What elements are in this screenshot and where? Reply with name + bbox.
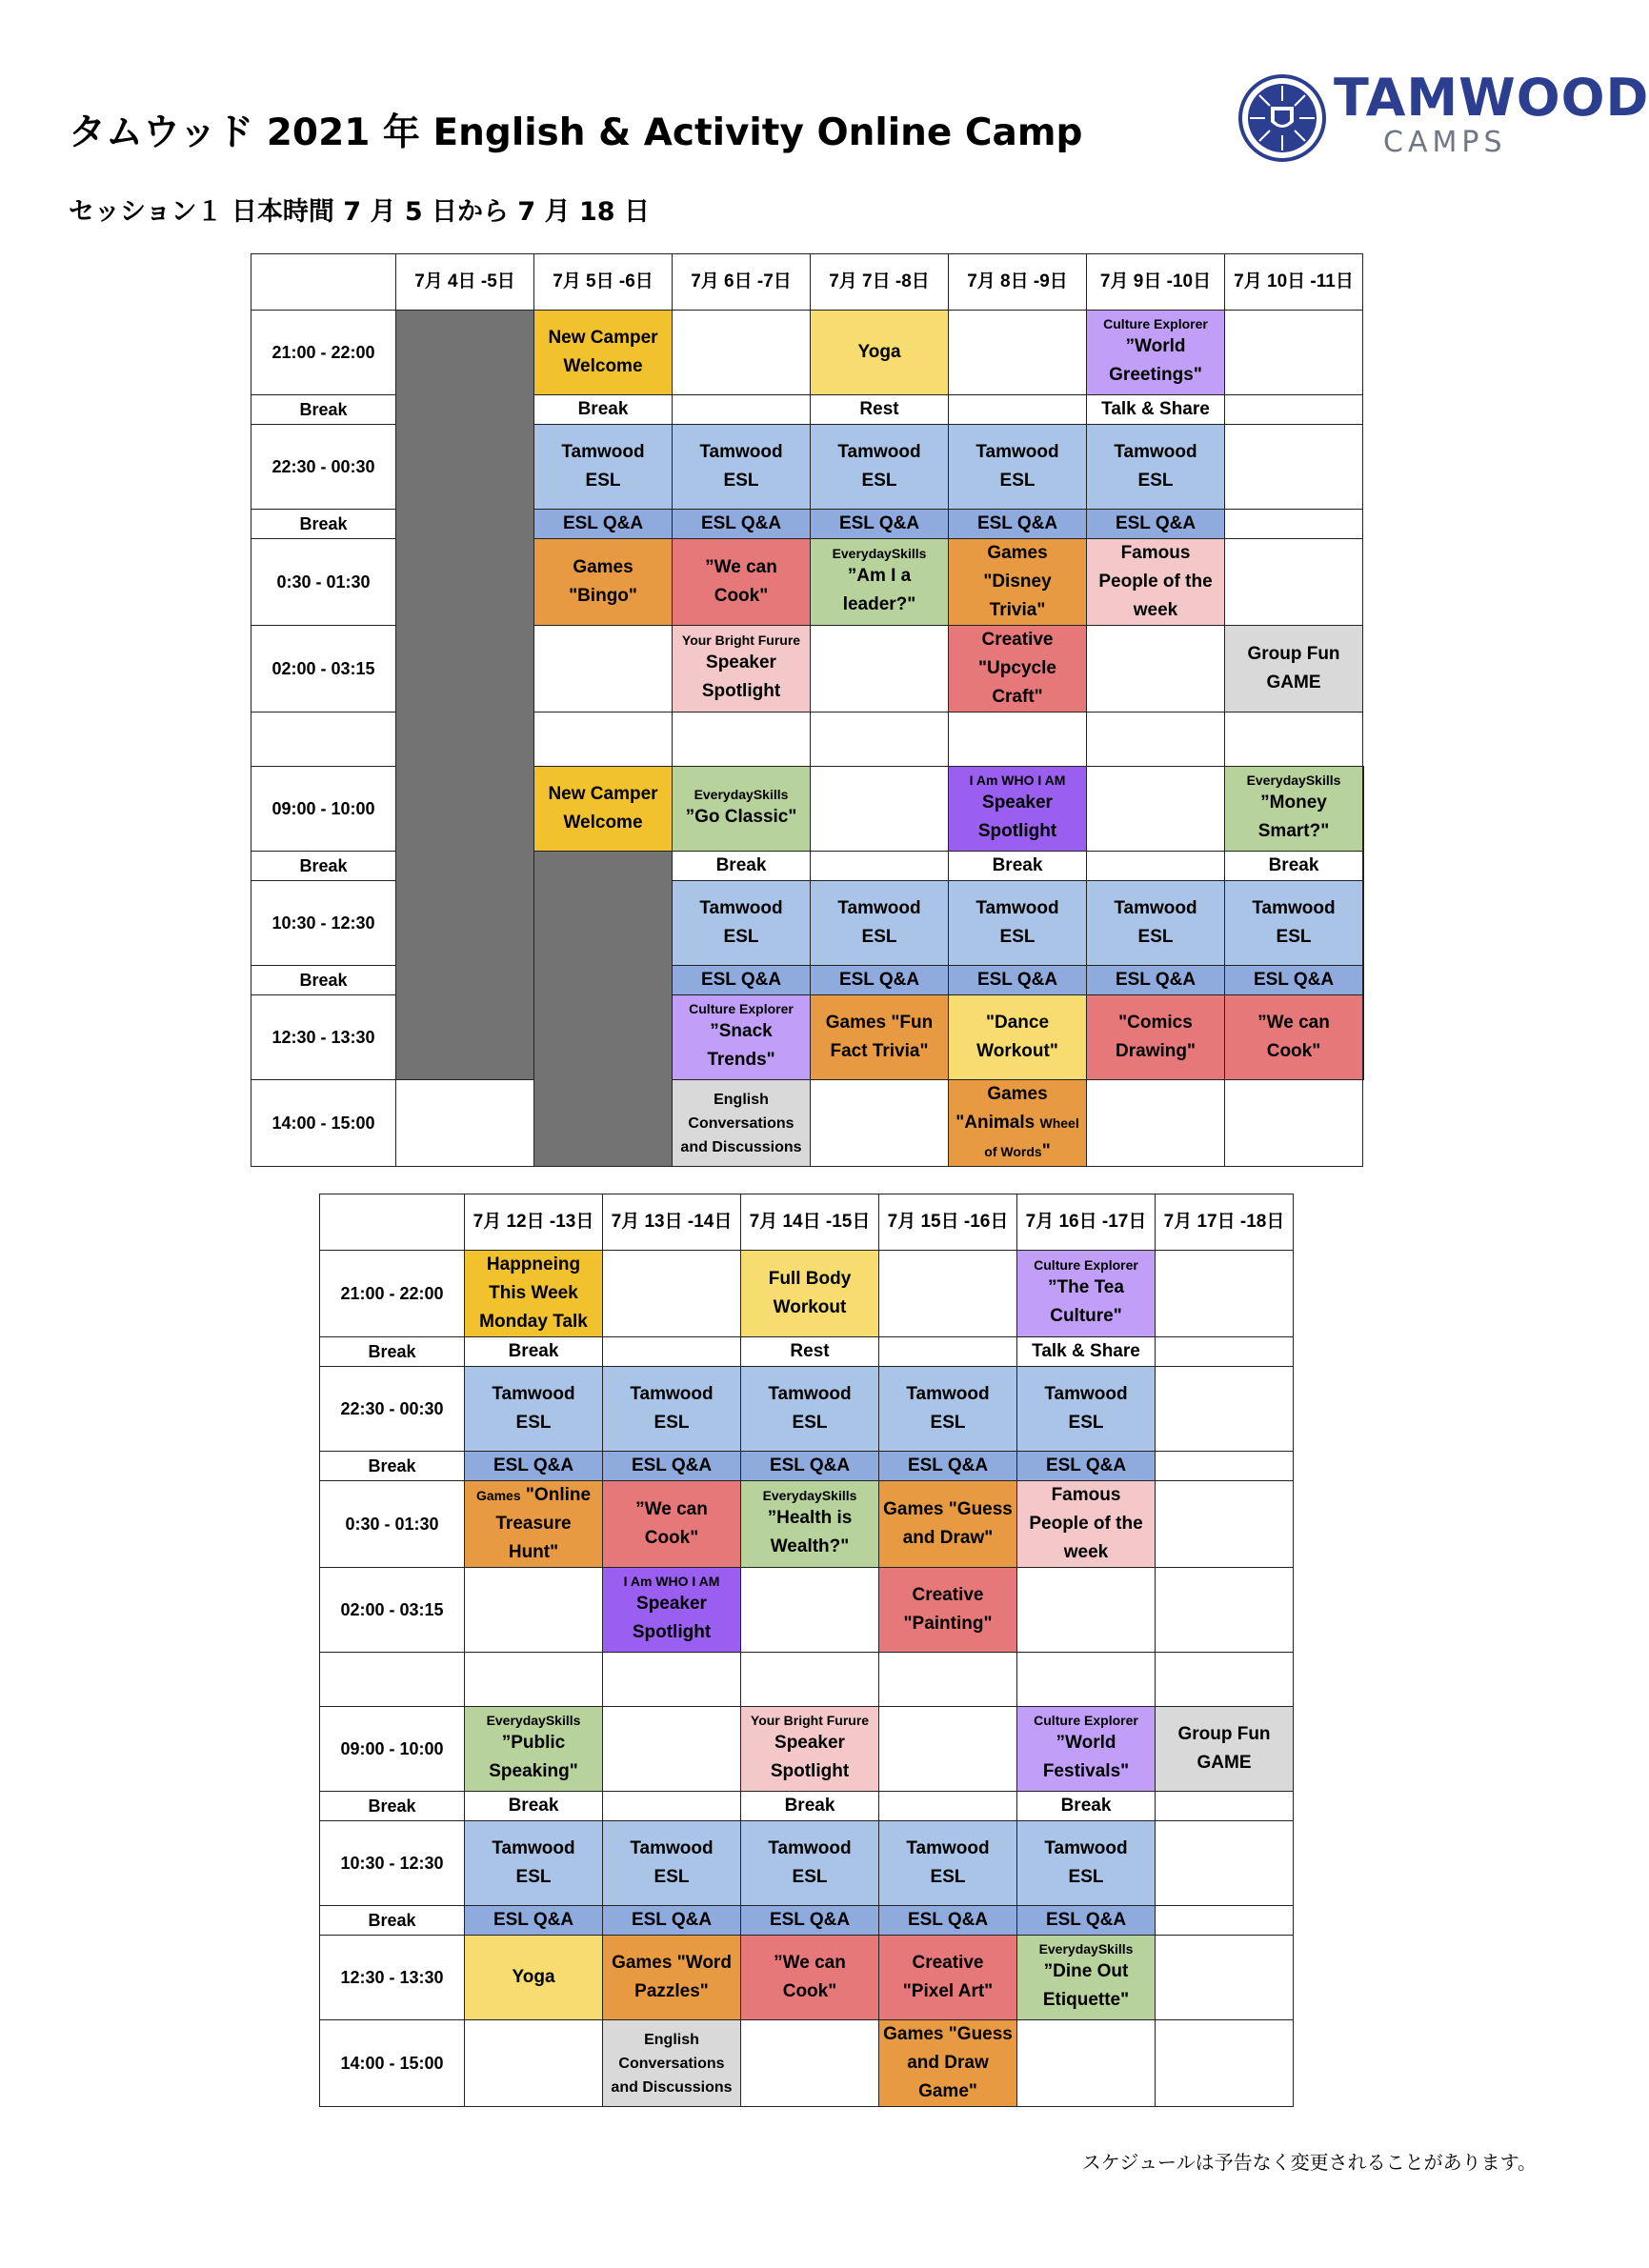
tamwood-logo (1237, 68, 1649, 164)
esl-cell: Tamwood ESL (811, 425, 949, 510)
unavailable-block (396, 311, 534, 1080)
esl-cell: Tamwood ESL (673, 425, 811, 510)
break-row (320, 1906, 1294, 1936)
activity-cell: Games "Disney Trivia" (949, 539, 1087, 626)
corner-cell (320, 1194, 465, 1251)
esl-cell: Tamwood ESL (949, 881, 1087, 966)
time-label: 02:00 - 03:15 (251, 626, 396, 713)
esl-qa-cell: ESL Q&A (1087, 966, 1225, 995)
corner-cell (251, 254, 396, 311)
activity-cell: I Am WHO I AM Speaker Spotlight (949, 767, 1087, 852)
break-cell: Break (1225, 852, 1363, 881)
esl-cell: Tamwood ESL (879, 1367, 1017, 1452)
break-cell: Talk & Share (1087, 395, 1225, 425)
activity-cell: Games "Word Pazzles" (603, 1936, 741, 2020)
esl-qa-cell: ESL Q&A (1087, 510, 1225, 539)
esl-cell: Tamwood ESL (741, 1821, 879, 1906)
empty-cell (1156, 1251, 1294, 1337)
break-row (320, 1337, 1294, 1367)
empty-cell (1225, 395, 1363, 425)
break-cell: Break (741, 1792, 879, 1821)
activity-cell: ”We can Cook" (673, 539, 811, 626)
logo-wordmark: TAMWOOD (1334, 68, 1649, 128)
activity-cell: New Camper Welcome (534, 311, 673, 395)
empty-cell (465, 1568, 603, 1653)
empty-cell (673, 311, 811, 395)
empty-cell (741, 2020, 879, 2107)
empty-cell (673, 395, 811, 425)
activity-cell: Games "Guess and Draw" (879, 1481, 1017, 1568)
activity-cell: EverydaySkills ”Go Classic" (673, 767, 811, 852)
break-cell: Talk & Share (1017, 1337, 1156, 1367)
empty-cell (1363, 995, 1364, 1080)
empty-cell (465, 2020, 603, 2107)
activity-cell: Games "Animals Wheel of Words" (949, 1080, 1087, 1167)
empty-cell (1225, 425, 1363, 510)
empty-cell (1363, 881, 1364, 966)
empty-cell (1017, 2020, 1156, 2107)
esl-qa-cell: ESL Q&A (741, 1452, 879, 1481)
break-cell: Break (1017, 1792, 1156, 1821)
day-header: 7月 9日 -10日 (1087, 254, 1225, 311)
schedule-change-note: スケジュールは予告なく変更されることがあります。 (1081, 2151, 1537, 2174)
activity-cell: ”We can Cook" (603, 1481, 741, 1568)
header-row (251, 254, 1364, 311)
activity-cell: Culture Explorer ”The Tea Culture" (1017, 1251, 1156, 1337)
activity-cell: Your Bright Furure Speaker Spotlight (673, 626, 811, 713)
empty-cell (1156, 1821, 1294, 1906)
day-header: 7月 16日 -17日 (1017, 1194, 1156, 1251)
esl-cell: Tamwood ESL (465, 1821, 603, 1906)
unavailable-block (534, 852, 673, 1167)
schedule-row (320, 2020, 1294, 2107)
esl-cell: Tamwood ESL (1225, 881, 1363, 966)
activity-cell: I Am WHO I AM Speaker Spotlight (603, 1568, 741, 1653)
week2-schedule-table (319, 1194, 1294, 2107)
esl-qa-cell: ESL Q&A (741, 1906, 879, 1936)
esl-qa-cell: ESL Q&A (603, 1906, 741, 1936)
break-row (320, 1792, 1294, 1821)
time-label: 0:30 - 01:30 (251, 539, 396, 626)
empty-cell (811, 626, 949, 713)
day-header: 7月 8日 -9日 (949, 254, 1087, 311)
esl-cell: Tamwood ESL (603, 1367, 741, 1452)
day-header: 7月 6日 -7日 (673, 254, 811, 311)
esl-qa-cell: ESL Q&A (673, 510, 811, 539)
activity-cell: EverydaySkills ”Public Speaking" (465, 1707, 603, 1792)
empty-cell (1156, 1452, 1294, 1481)
time-label: 12:30 - 13:30 (320, 1936, 465, 2020)
activity-cell: ”We can Cook" (1225, 995, 1363, 1080)
empty-cell (1156, 2020, 1294, 2107)
activity-cell: Creative "Pixel Art" (879, 1936, 1017, 2020)
esl-qa-cell: ESL Q&A (879, 1906, 1017, 1936)
break-cell: Rest (741, 1337, 879, 1367)
esl-cell: Tamwood ESL (949, 425, 1087, 510)
activity-cell: "Dance Workout" (949, 995, 1087, 1080)
activity-cell: EverydaySkills ”Money Smart?" (1225, 767, 1363, 852)
schedule-row (320, 1936, 1294, 2020)
activity-cell: Your Bright Furure Speaker Spotlight (741, 1707, 879, 1792)
esl-qa-cell: ESL Q&A (811, 510, 949, 539)
empty-cell (1363, 767, 1364, 852)
schedule-row (320, 1367, 1294, 1452)
day-header: 7月 13日 -14日 (603, 1194, 741, 1251)
time-label: Break (320, 1337, 465, 1367)
activity-cell: Group Fun GAME (1156, 1707, 1294, 1792)
esl-cell: Tamwood ESL (811, 881, 949, 966)
day-header: 7月 14日 -15日 (741, 1194, 879, 1251)
empty-cell (1363, 966, 1364, 995)
empty-cell (1087, 852, 1225, 881)
empty-cell (1156, 1792, 1294, 1821)
activity-cell: Games "Fun Fact Trivia" (811, 995, 949, 1080)
break-cell: Break (673, 852, 811, 881)
esl-qa-cell: ESL Q&A (879, 1452, 1017, 1481)
empty-cell (534, 626, 673, 713)
schedule-row (320, 1821, 1294, 1906)
empty-cell (396, 1080, 534, 1167)
empty-cell (741, 1568, 879, 1653)
activity-cell: EverydaySkills ”Dine Out Etiquette" (1017, 1936, 1156, 2020)
tamwood-emblem-icon (1237, 72, 1328, 164)
esl-qa-cell: ESL Q&A (1017, 1452, 1156, 1481)
break-row (320, 1452, 1294, 1481)
activity-cell: Famous People of the week (1017, 1481, 1156, 1568)
empty-cell (1087, 1080, 1225, 1167)
empty-cell (1156, 1568, 1294, 1653)
empty-cell (603, 1707, 741, 1792)
empty-cell (879, 1337, 1017, 1367)
time-label: 22:30 - 00:30 (251, 425, 396, 510)
activity-cell: ”We can Cook" (741, 1936, 879, 2020)
esl-qa-cell: ESL Q&A (534, 510, 673, 539)
day-header: 7月 10日 -11日 (1225, 254, 1363, 311)
empty-cell (603, 1792, 741, 1821)
schedule-row (320, 1707, 1294, 1792)
activity-cell: Culture Explorer ”World Greetings" (1087, 311, 1225, 395)
empty-cell (811, 1080, 949, 1167)
esl-qa-cell: ESL Q&A (1017, 1906, 1156, 1936)
time-label: 10:30 - 12:30 (251, 881, 396, 966)
break-cell: Break (534, 395, 673, 425)
day-header: 7月 17日 -18日 (1156, 1194, 1294, 1251)
day-header: 7月 4日 -5日 (396, 254, 534, 311)
empty-cell (1156, 1936, 1294, 2020)
activity-cell: Culture Explorer ”World Festivals" (1017, 1707, 1156, 1792)
empty-cell (603, 1251, 741, 1337)
activity-cell: Full Body Workout (741, 1251, 879, 1337)
time-label: 12:30 - 13:30 (251, 995, 396, 1080)
esl-qa-cell: ESL Q&A (465, 1452, 603, 1481)
esl-qa-cell: ESL Q&A (603, 1452, 741, 1481)
esl-qa-cell: ESL Q&A (465, 1906, 603, 1936)
schedule-row (251, 1080, 1364, 1167)
time-label: 10:30 - 12:30 (320, 1821, 465, 1906)
esl-cell: Tamwood ESL (534, 425, 673, 510)
empty-cell (879, 1707, 1017, 1792)
activity-cell: Culture Explorer ”Snack Trends" (673, 995, 811, 1080)
time-label: 21:00 - 22:00 (320, 1251, 465, 1337)
schedule-row (251, 311, 1364, 395)
time-label: Break (251, 966, 396, 995)
esl-qa-cell: ESL Q&A (673, 966, 811, 995)
esl-qa-cell: ESL Q&A (949, 510, 1087, 539)
header-row (320, 1194, 1294, 1251)
session-subtitle: セッション１ 日本時間 7 月 5 日から 7 月 18 日 (69, 197, 650, 227)
esl-cell: Tamwood ESL (1017, 1367, 1156, 1452)
esl-cell: Tamwood ESL (741, 1367, 879, 1452)
empty-cell (811, 852, 949, 881)
time-label: 14:00 - 15:00 (251, 1080, 396, 1167)
activity-cell: Yoga (465, 1936, 603, 2020)
time-label: 22:30 - 00:30 (320, 1367, 465, 1452)
empty-cell (1156, 1481, 1294, 1568)
empty-cell (1087, 626, 1225, 713)
time-label: 0:30 - 01:30 (320, 1481, 465, 1568)
empty-cell (1225, 510, 1363, 539)
day-header: 7月 5日 -6日 (534, 254, 673, 311)
logo-subtext: CAMPS (1383, 126, 1507, 159)
activity-cell: "Comics Drawing" (1087, 995, 1225, 1080)
empty-cell (1225, 311, 1363, 395)
activity-cell: EverydaySkills ”Am I a leader?" (811, 539, 949, 626)
day-header: 7月 7日 -8日 (811, 254, 949, 311)
day-header: 7月 15日 -16日 (879, 1194, 1017, 1251)
empty-cell (1363, 852, 1364, 881)
empty-cell (879, 1251, 1017, 1337)
empty-cell (879, 1792, 1017, 1821)
empty-cell (1156, 1337, 1294, 1367)
activity-cell: Games "Guess and Draw Game" (879, 2020, 1017, 2107)
activity-cell: English Conversations and Discussions (673, 1080, 811, 1167)
activity-cell: Games "Bingo" (534, 539, 673, 626)
schedule-row (320, 1568, 1294, 1653)
activity-cell: Group Fun GAME (1225, 626, 1363, 713)
activity-cell: English Conversations and Discussions (603, 2020, 741, 2107)
empty-cell (811, 767, 949, 852)
time-label: 02:00 - 03:15 (320, 1568, 465, 1653)
empty-cell (949, 395, 1087, 425)
time-label: Break (251, 510, 396, 539)
time-label: 09:00 - 10:00 (320, 1707, 465, 1792)
activity-cell: EverydaySkills ”Health is Wealth?" (741, 1481, 879, 1568)
activity-cell: Yoga (811, 311, 949, 395)
break-cell: Break (949, 852, 1087, 881)
break-cell: Break (465, 1337, 603, 1367)
esl-cell: Tamwood ESL (603, 1821, 741, 1906)
activity-cell: Happneing This Week Monday Talk (465, 1251, 603, 1337)
time-label: 21:00 - 22:00 (251, 311, 396, 395)
time-label: Break (251, 852, 396, 881)
empty-cell (1087, 767, 1225, 852)
activity-cell: Creative "Painting" (879, 1568, 1017, 1653)
schedule-row (320, 1481, 1294, 1568)
empty-cell (603, 1337, 741, 1367)
esl-cell: Tamwood ESL (465, 1367, 603, 1452)
activity-cell: Creative "Upcycle Craft" (949, 626, 1087, 713)
time-label: Break (320, 1792, 465, 1821)
empty-cell (1156, 1367, 1294, 1452)
esl-cell: Tamwood ESL (1087, 425, 1225, 510)
esl-qa-cell: ESL Q&A (1225, 966, 1363, 995)
spacer-row (320, 1653, 1294, 1707)
time-label: 09:00 - 10:00 (251, 767, 396, 852)
empty-cell (1017, 1568, 1156, 1653)
esl-cell: Tamwood ESL (1017, 1821, 1156, 1906)
empty-cell (949, 311, 1087, 395)
day-header: 7月 12日 -13日 (465, 1194, 603, 1251)
schedule-row (320, 1251, 1294, 1337)
time-label: Break (251, 395, 396, 425)
break-cell: Rest (811, 395, 949, 425)
esl-qa-cell: ESL Q&A (811, 966, 949, 995)
activity-cell: Games "Online Treasure Hunt" (465, 1481, 603, 1568)
week1-schedule-table (251, 253, 1364, 1167)
time-label: 14:00 - 15:00 (320, 2020, 465, 2107)
empty-cell (1225, 1080, 1363, 1167)
esl-cell: Tamwood ESL (879, 1821, 1017, 1906)
activity-cell: Famous People of the week (1087, 539, 1225, 626)
activity-cell: New Camper Welcome (534, 767, 673, 852)
time-label: Break (320, 1906, 465, 1936)
empty-cell (1225, 539, 1363, 626)
page-title: タムウッド 2021 年 English & Activity Online Camp (69, 111, 1083, 154)
time-label: Break (320, 1452, 465, 1481)
empty-cell (1156, 1906, 1294, 1936)
esl-qa-cell: ESL Q&A (949, 966, 1087, 995)
esl-cell: Tamwood ESL (673, 881, 811, 966)
break-cell: Break (465, 1792, 603, 1821)
esl-cell: Tamwood ESL (1087, 881, 1225, 966)
